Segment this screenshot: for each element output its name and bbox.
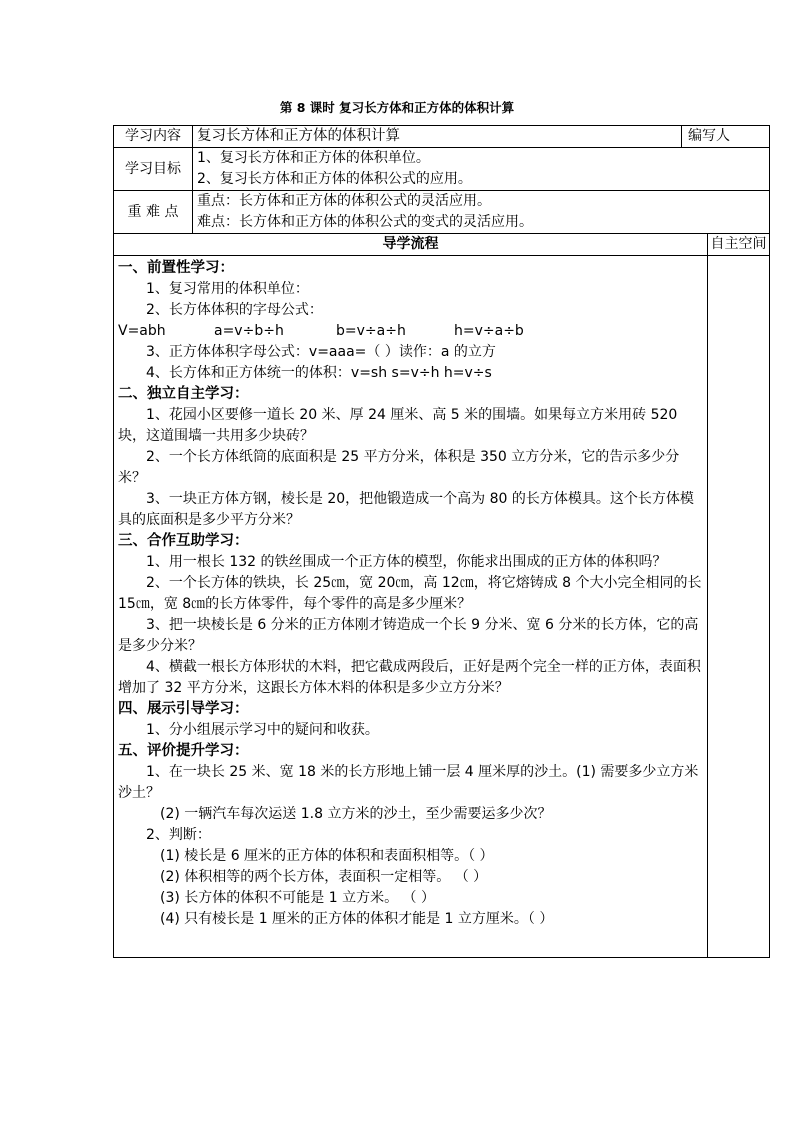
goals-cell bbox=[193, 148, 770, 191]
question bbox=[118, 615, 703, 657]
key-point-item: 难点：长方体和正方体的体积公式的变式的灵活应用。 bbox=[197, 214, 533, 230]
section-1-title: 一、前置性学习： bbox=[118, 260, 234, 276]
flow-body bbox=[114, 256, 708, 958]
question-text: 2、一个长方体的铁块，长 25㎝，宽 20㎝，高 12㎝，将它熔铸成 8 个大小完全相同的长 15㎝，宽 8㎝的长方体零件，每个零件的高是多少厘米？ bbox=[118, 575, 702, 612]
formula: b=v÷a÷h bbox=[336, 323, 406, 339]
judgement-item: (4) 只有棱长是 1 厘米的正方体的体积才能是 1 立方厘米。（ ） bbox=[160, 911, 554, 927]
text-line: 2、判断： bbox=[146, 827, 211, 843]
question-text: 1、用一根长 132 的铁丝围成一个正方体的模型，你能求出围成的正方体的体积吗？ bbox=[146, 554, 667, 570]
question-text: 2、一个长方体纸筒的底面积是 25 平方分米，体积是 350 立方分米，它的告示多少分米？ bbox=[118, 449, 680, 486]
key-points-label: 重 难 点 bbox=[114, 191, 193, 234]
content-value: 复习长方体和正方体的体积计算 bbox=[193, 126, 682, 148]
section-5-title: 五、评价提升学习： bbox=[118, 743, 249, 759]
judgement-item: (2) 体积相等的两个长方体，表面积一定相等。 （ ） bbox=[160, 869, 488, 885]
key-points-cell bbox=[193, 191, 770, 234]
question bbox=[118, 447, 703, 489]
question-text: 1、在一块长 25 米、宽 18 米的长方形地上铺一层 4 厘米厚的沙土。(1) 需要多少立方米沙土？ bbox=[118, 764, 699, 801]
text-line: 3、正方体体积字母公式：v=aaa=（ ）读作：a 的立方 bbox=[146, 344, 496, 360]
formula: h=v÷a÷b bbox=[454, 323, 524, 339]
question bbox=[118, 489, 703, 531]
section-4-title: 四、展示引导学习： bbox=[118, 701, 249, 717]
question bbox=[118, 405, 703, 447]
self-space-header: 自主空间 bbox=[708, 234, 770, 256]
text-line: 1、复习常用的体积单位： bbox=[146, 281, 309, 297]
question-text: 4、横截一根长方体形状的木料，把它截成两段后，正好是两个完全一样的正方体，表面积增加了 32 平方分米，这跟长方体木料的体积是多少立方分米？ bbox=[118, 659, 701, 696]
question-text: 1、花园小区要修一道长 20 米、厚 24 厘米、高 5 米的围墙。如果每立方米用砖 520 块，这道围墙一共用多少块砖？ bbox=[118, 407, 678, 444]
text-line: (2) 一辆汽车每次运送 1.8 立方米的沙土，至少需要运多少次？ bbox=[160, 806, 552, 822]
section-2-title: 二、独立自主学习： bbox=[118, 386, 249, 402]
goal-item: 1、复习长方体和正方体的体积单位。 bbox=[197, 150, 430, 166]
text-line: 2、长方体体积的字母公式： bbox=[146, 302, 323, 318]
key-point-item: 重点：长方体和正方体的体积公式的灵活应用。 bbox=[197, 193, 491, 209]
self-space-cell bbox=[708, 256, 770, 958]
author-label: 编写人 bbox=[682, 126, 770, 148]
formula: V=abh bbox=[118, 323, 166, 339]
page-title: 第 8 课时 复习长方体和正方体的体积计算 bbox=[279, 100, 515, 115]
question bbox=[118, 657, 703, 699]
formula-line bbox=[118, 321, 703, 342]
judgement-item: (1) 棱长是 6 厘米的正方体的体积和表面积相等。（ ） bbox=[160, 848, 494, 864]
text-line: 1、分小组展示学习中的疑问和收获。 bbox=[146, 722, 379, 738]
goal-item: 2、复习长方体和正方体的体积公式的应用。 bbox=[197, 171, 472, 187]
question bbox=[118, 762, 703, 804]
question bbox=[118, 573, 703, 615]
flow-header: 导学流程 bbox=[114, 234, 708, 256]
judgement-item: (3) 长方体的体积不可能是 1 立方米。 （ ） bbox=[160, 890, 435, 906]
section-3-title: 三、合作互助学习： bbox=[118, 533, 249, 549]
question-text: 3、把一块棱长是 6 分米的正方体刚才铸造成一个长 9 分米、宽 6 分米的长方体，它的高是多少分米？ bbox=[118, 617, 699, 654]
question bbox=[118, 552, 703, 573]
question-text: 3、一块正方体方钢，棱长是 20，把他锻造成一个高为 80 的长方体模具。这个长方体模具的底面积是多少平方分米？ bbox=[118, 491, 694, 528]
content-label: 学习内容 bbox=[114, 126, 193, 148]
formula: a=v÷b÷h bbox=[214, 323, 284, 339]
goals-label: 学习目标 bbox=[114, 148, 193, 191]
study-plan-table bbox=[113, 125, 770, 958]
text-line: 4、长方体和正方体统一的体积：v=sh s=v÷h h=v÷s bbox=[146, 365, 492, 381]
